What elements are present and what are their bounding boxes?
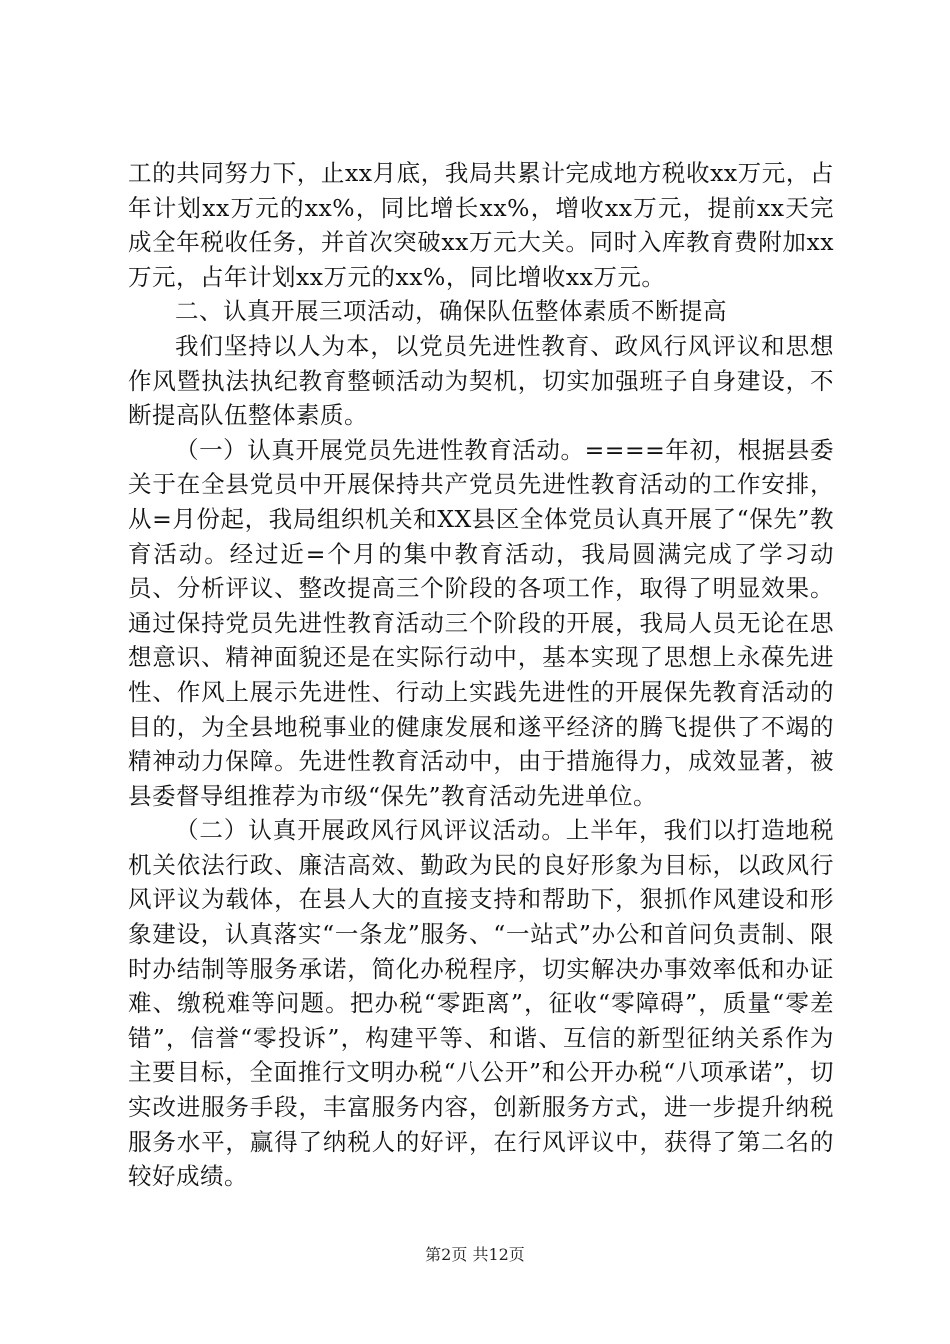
paragraph-subsection-2: （二）认真开展政风行风评议活动。上半年，我们以打造地税机关依法行政、廉洁高效、勤政为民的良好形象为目标，以政风行风评议为载体，在县人大的直接支持和帮助下，狠抓作风建设和形象建设，认真落实“一条龙”服务、“一站式”办公和首问负责制、限时办结制等服务承诺，简化办税程序，切实解决办事效率低和办证难、缴税难等问题。把办税“零距离”，征收“零障碍”，质量“零差错”，信誉“零投诉”，构建平等、和谐、互信的新型征纳关系作为主要目标，全面推行文明办税“八公开”和公开办税“八项承诺”，切实改进服务手段，丰富服务内容，创新服务方式，进一步提升纳税服务水平，赢得了纳税人的好评，在行风评议中，获得了第二名的较好成绩。 [128,816,834,1191]
page-number-label: 第2页 共12页 [425,1245,525,1264]
page-footer [0,1244,950,1266]
paragraph-continuation: 工的共同努力下，止xx月底，我局共累计完成地方税收xx万元，占年计划xx万元的xx%，同比增长xx%，增收xx万元，提前xx天完成全年税收任务，并首次突破xx万元大关。同时入库教育费附加xx万元，占年计划xx万元的xx%，同比增收xx万元。 [128,159,834,291]
document-body [128,156,834,1194]
paragraph-intro: 我们坚持以人为本，以党员先进性教育、政风行风评议和思想作风暨执法执纪教育整顿活动为契机，切实加强班子自身建设，不断提高队伍整体素质。 [128,331,834,430]
paragraph-subsection-1: （一）认真开展党员先进性教育活动。====年初，根据县委关于在全县党员中开展保持共产党员先进性教育活动的工作安排，从=月份起，我局组织机关和XX县区全体党员认真开展了“保先”教育活动。经过近=个月的集中教育活动，我局圆满完成了学习动员、分析评议、整改提高三个阶段的各项工作，取得了明显效果。通过保持党员先进性教育活动三个阶段的开展，我局人员无论在思想意识、精神面貌还是在实际行动中，基本实现了思想上永葆先进性、作风上展示先进性、行动上实践先进性的开展保先教育活动的目的，为全县地税事业的健康发展和遂平经济的腾飞提供了不竭的精神动力保障。先进性教育活动中，由于措施得力，成效显著，被县委督导组推荐为市级“保先”教育活动先进单位。 [128,435,834,810]
section-heading: 二、认真开展三项活动，确保队伍整体素质不断提高 [175,297,727,326]
